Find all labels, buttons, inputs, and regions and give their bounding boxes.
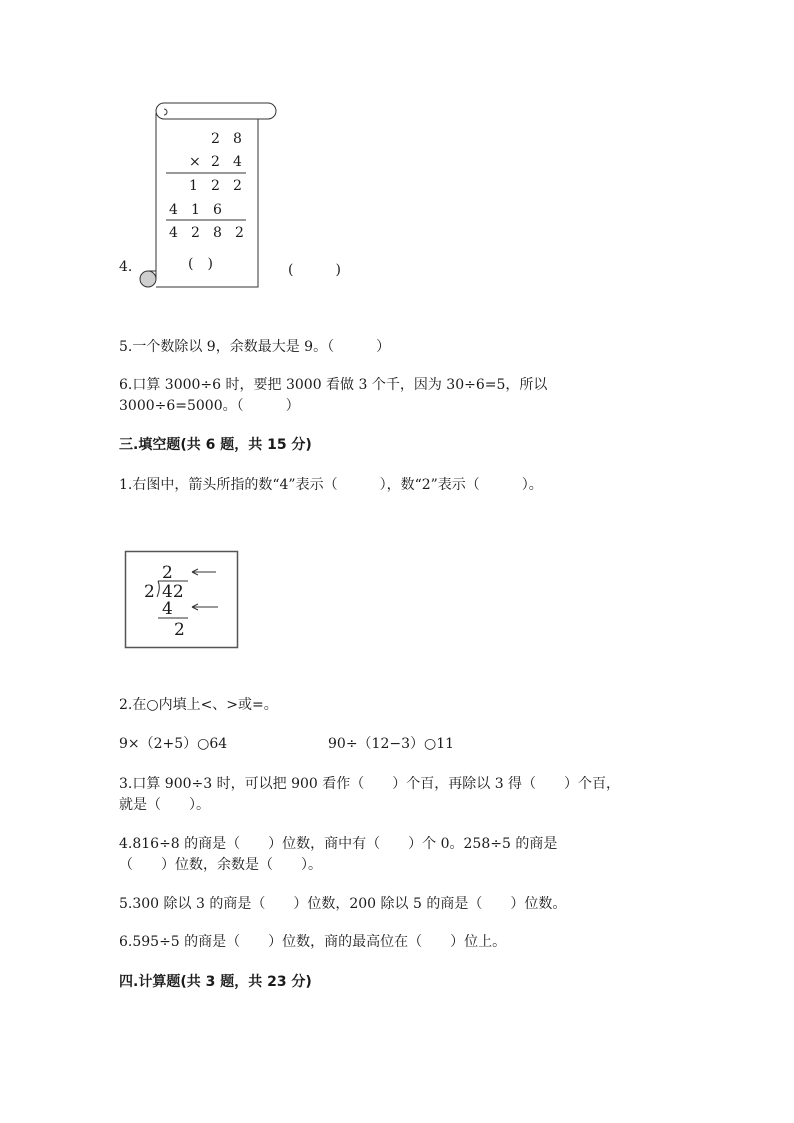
judge-question-5: 5.一个数除以 9，余数最大是 9。（ ） [119,339,391,355]
times-sign: × [189,154,201,170]
fill-question-4-line2: （ ）位数，余数是（ ）。 [119,857,322,873]
remainder-digit: 2 [174,620,185,640]
multiplier-digit: 4 [233,154,242,170]
scroll-blank: ( ) [188,256,213,272]
partial-product-digit: 2 [233,178,242,194]
fill-question-3-line1: 3.口算 900÷3 时，可以把 900 看作（ ）个百，再除以 3 得（ ）个百， [119,776,621,792]
fill-question-2-expr1: 9×（2+5）○64 [119,736,228,752]
partial-product-digit: 2 [211,178,220,194]
partial-product-digit: 6 [213,202,222,218]
multiplier-digit: 2 [211,154,220,170]
result-digit: 2 [235,225,244,241]
scroll-figure [138,99,278,294]
question-4-number: 4. [119,259,133,275]
partial-product-digit: 4 [169,202,178,218]
judge-question-6-line1: 6.口算 3000÷6 时，要把 3000 看做 3 个千，因为 30÷6=5，所以 [119,377,548,393]
divisor-digit: 2 [144,582,155,602]
subtract-digit: 4 [162,599,173,619]
multiplicand-digit: 2 [211,131,220,147]
result-digit: 4 [169,225,178,241]
answer-blank: ( ) [288,262,341,278]
quotient-digit: 2 [162,563,173,583]
section-3-title: 三.填空题(共 6 题，共 15 分) [119,437,312,453]
fill-question-2: 2.在○内填上<、>或=。 [119,697,278,713]
fill-question-4-line1: 4.816÷8 的商是（ ）位数，商中有（ ）个 0。258÷5 的商是 [119,836,558,852]
result-digit: 8 [213,225,222,241]
fill-question-3-line2: 就是（ ）。 [119,797,210,813]
fill-question-1: 1.右图中，箭头所指的数“4”表示（ ），数“2”表示（ ）。 [119,477,543,493]
section-4-title: 四.计算题(共 3 题，共 23 分) [119,974,312,990]
result-digit: 2 [191,225,200,241]
judge-question-6-line2: 3000÷6=5000。（ ） [119,398,300,414]
dividend-number: 42 [162,582,184,602]
partial-product-digit: 1 [189,178,198,194]
multiplicand-digit: 8 [233,131,242,147]
partial-product-digit: 1 [191,202,200,218]
division-figure [124,550,240,652]
fill-question-6: 6.595÷5 的商是（ ）位数，商的最高位在（ ）位上。 [119,934,507,950]
fill-question-2-expr2: 90÷（12−3）○11 [328,736,455,752]
fill-question-5: 5.300 除以 3 的商是（ ）位数，200 除以 5 的商是（ ）位数。 [119,896,567,912]
